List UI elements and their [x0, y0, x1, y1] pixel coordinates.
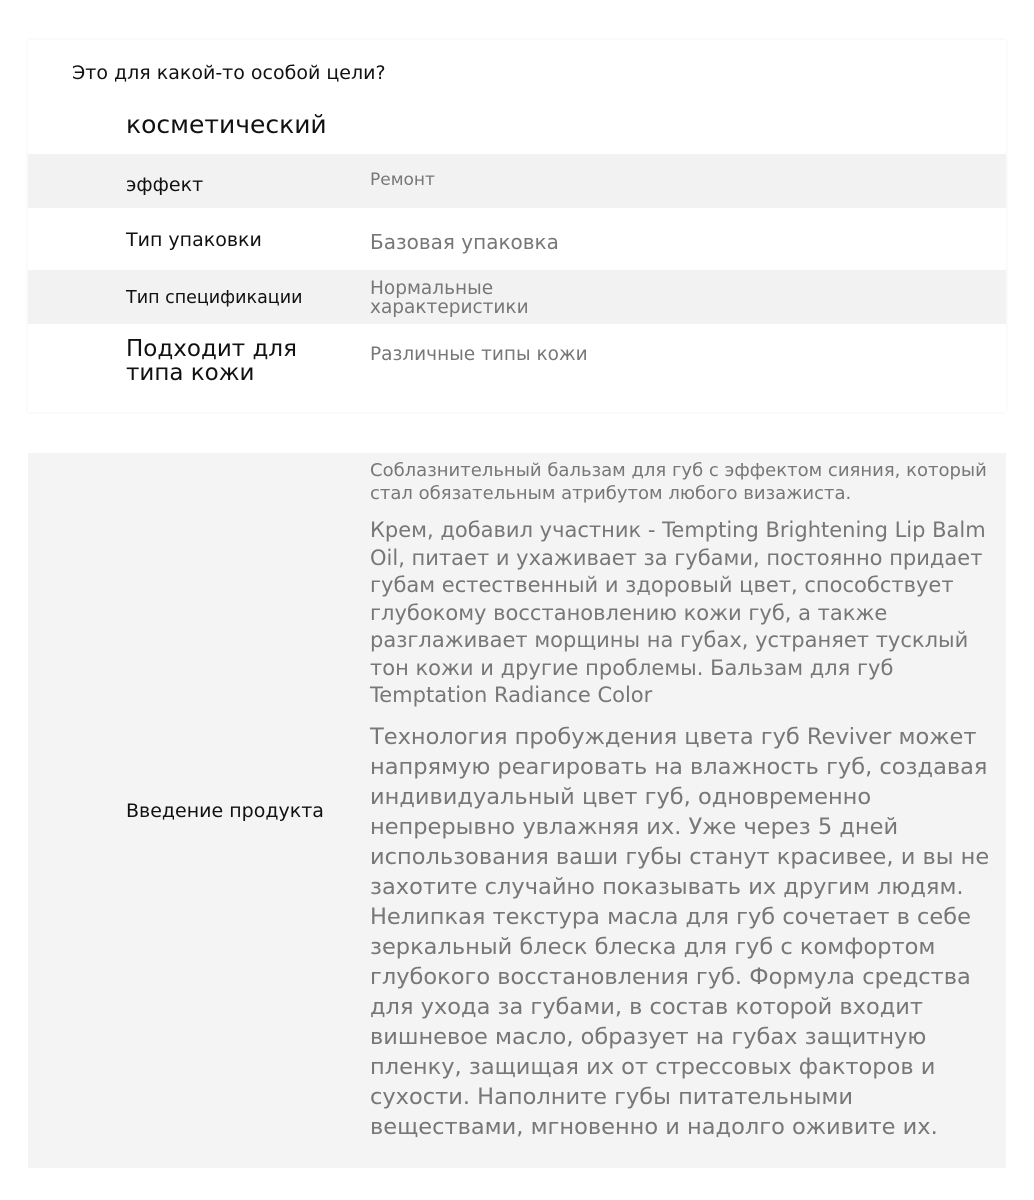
- intro-paragraph: Соблазнительный бальзам для губ с эффектом сияния, который стал обязательным атрибутом любого визажиста.: [370, 460, 987, 504]
- spec-row-packaging: [28, 208, 1006, 270]
- spec-label: Тип упаковки: [126, 229, 262, 251]
- product-introduction: [28, 453, 1006, 1168]
- spec-value: Нормальные характеристики: [370, 278, 529, 319]
- spec-label: эффект: [126, 174, 204, 196]
- spec-label: Подходит для типа кожи: [126, 336, 297, 387]
- intro-text: [370, 459, 1000, 1142]
- purpose-question: Это для какой-то особой цели?: [72, 62, 386, 84]
- spec-label: Тип спецификации: [126, 288, 303, 308]
- spec-value: Различные типы кожи: [370, 344, 588, 365]
- spec-value: Базовая упаковка: [370, 230, 559, 254]
- purpose-value: косметический: [126, 110, 327, 139]
- spec-row-effect: [28, 154, 1006, 208]
- spec-row-spec-type: [28, 270, 1006, 324]
- spec-row-skin-type: [28, 324, 1006, 406]
- spec-value: Ремонт: [370, 170, 435, 190]
- intro-label: Введение продукта: [126, 800, 324, 822]
- intro-paragraph: Технология пробуждения цвета губ Reviver может напрямую реагировать на влажность губ, создавая индивидуальный цвет губ, одновременно непрерывно увлажняя их. Уже через 5 дней использования ваши губы станут красивее, и вы не захотите случайно показывать их другим людям. Нелипкая текстура масла для губ сочетает в себе зеркальный блеск блеска для губ с комфортом глубокого восстановления губ. Формула средства для ухода за губами, в состав которой входит вишневое масло, образует на губах защитную пленку, защищая их от стрессовых факторов и сухости. Наполните губы питательными веществами, мгновенно и надолго оживите их.: [370, 723, 990, 1140]
- intro-paragraph: Крем, добавил участник - Tempting Brightening Lip Balm Oil, питает и ухаживает за губами, постоянно придает губам естественный и здоровый цвет, способствует глубокому восстановлению кожи губ, а также разглаживает морщины на губах, устраняет тусклый тон кожи и другие проблемы. Бальзам для губ Temptation Radiance Color: [370, 518, 986, 707]
